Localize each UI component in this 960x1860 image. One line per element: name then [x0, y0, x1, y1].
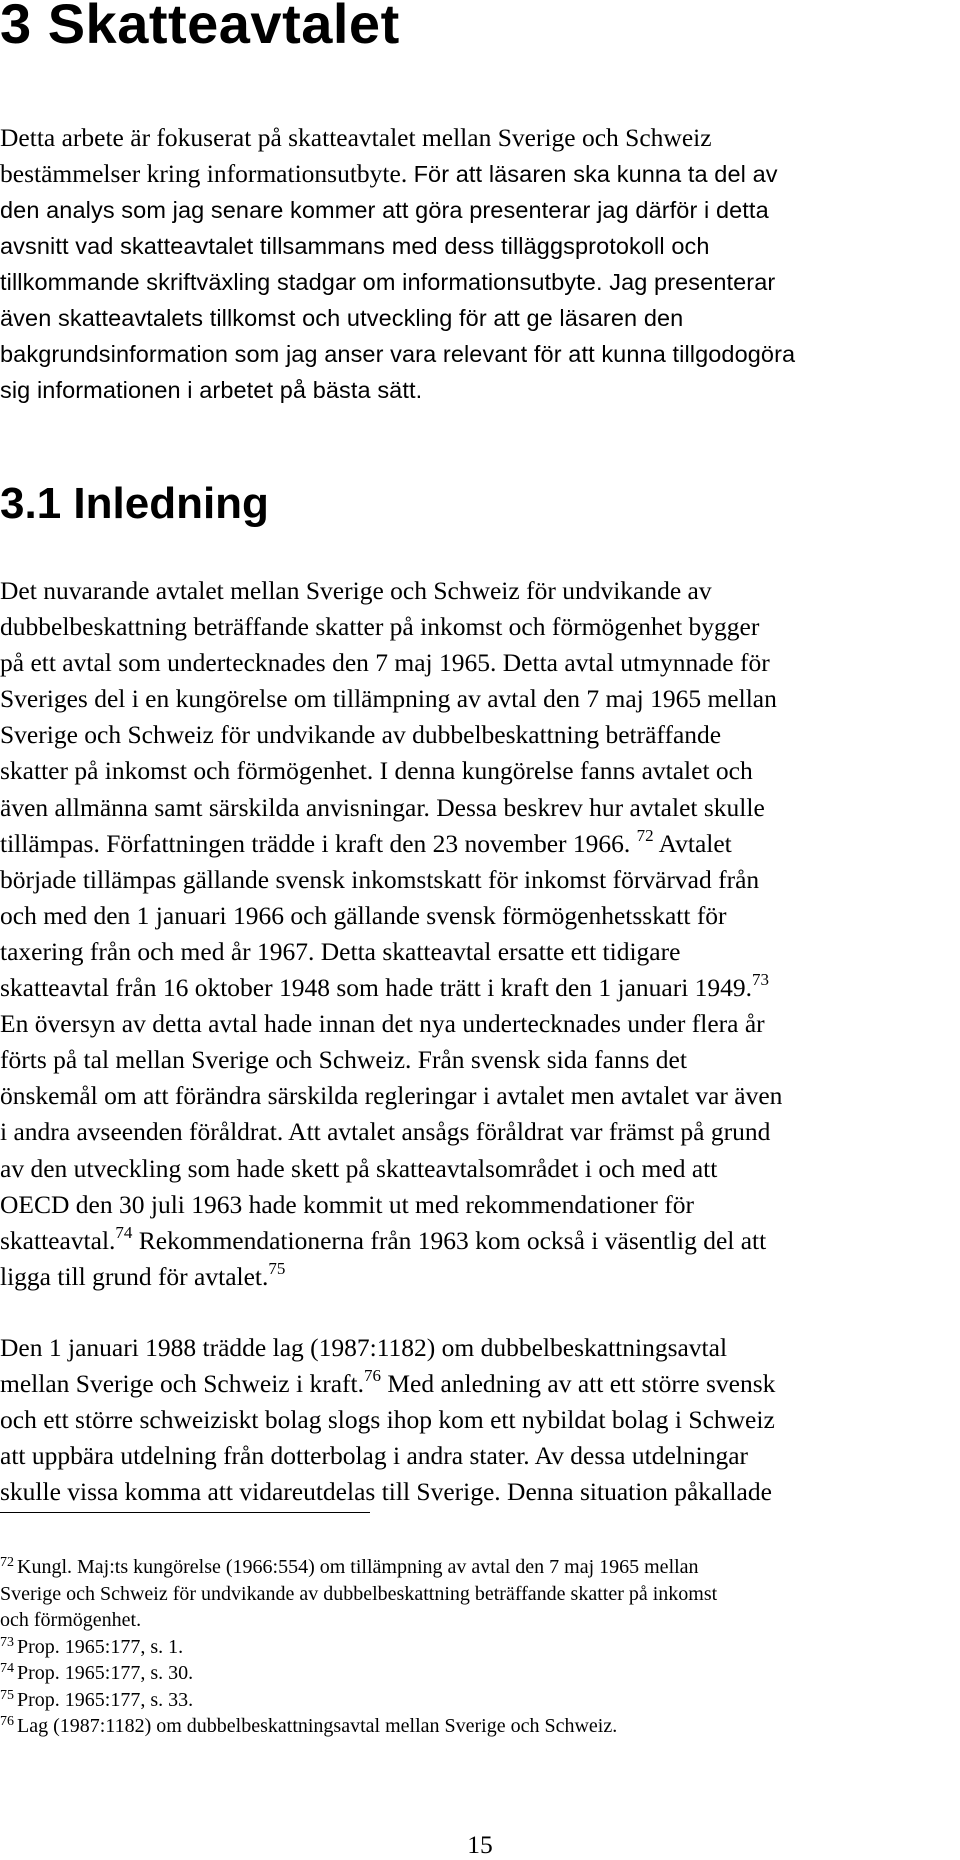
text-line: förts på tal mellan Sverige och Schweiz. Från svensk sida fanns det	[0, 1045, 687, 1075]
text-line: Detta arbete är fokuserat på skatteavtalet mellan Sverige och Schweiz	[0, 123, 712, 152]
text-line: Avtalet	[653, 828, 732, 858]
text-line: ligga till grund för avtalet.	[0, 1261, 269, 1291]
text-line: taxering från och med år 1967. Detta skatteavtal ersatte ett tidigare	[0, 936, 681, 966]
text-line: OECD den 30 juli 1963 hade kommit ut med rekommendationer för	[0, 1189, 695, 1219]
footnote-number: 74	[0, 1661, 14, 1676]
footnote-reference[interactable]: 75	[268, 1258, 286, 1278]
footnote-reference[interactable]: 74	[115, 1222, 133, 1242]
intro-paragraph	[0, 120, 958, 408]
footnote-separator	[0, 1512, 370, 1513]
text-line: För att läsaren ska kunna ta del av	[413, 161, 778, 187]
footnotes	[0, 1554, 958, 1740]
body-paragraph	[0, 573, 958, 1295]
text-line: även skatteavtalets tillkomst och utveckling för att ge läsaren den	[0, 305, 684, 331]
footnote-number: 76	[0, 1714, 14, 1729]
footnote-number: 72	[0, 1555, 14, 1570]
text-line: skulle vissa komma att vidareutdelas till Sverige. Denna situation påkallade	[0, 1477, 772, 1506]
footnote-number: 73	[0, 1634, 14, 1650]
footnote-text: och förmögenhet.	[0, 1609, 142, 1631]
text-line: den analys som jag senare kommer att göra presenterar jag därför i detta	[0, 197, 769, 223]
text-line: bestämmelser kring informationsutbyte.	[0, 159, 414, 188]
footnote-text: Prop. 1965:177, s. 1.	[17, 1635, 184, 1658]
footnote-item	[0, 1687, 958, 1714]
body-paragraph	[0, 1330, 958, 1510]
text-line: Sveriges del i en kungörelse om tillämpning av avtal den 7 maj 1965 mellan	[0, 684, 777, 714]
text-line: Rekommendationerna från 1963 kom också i väsentlig del att	[132, 1225, 767, 1255]
text-line: Den 1 januari 1988 trädde lag (1987:1182) om dubbelbeskattningsavtal	[0, 1333, 728, 1362]
text-line: av den utveckling som hade skett på skatteavtalsområdet i och med att	[0, 1153, 718, 1183]
text-line: En översyn av detta avtal hade innan det nya undertecknades under flera år	[0, 1009, 765, 1039]
footnote-reference[interactable]: 73	[752, 970, 770, 990]
text-line: avsnitt vad skatteavtalet tillsammans med dess tilläggsprotokoll och	[0, 233, 710, 259]
text-line: bakgrundsinformation som jag anser vara relevant för att kunna tillgodogöra	[0, 341, 796, 367]
text-line: i andra avseenden föråldrat. Att avtalet ansågs föråldrat var främst på grund	[0, 1117, 771, 1147]
footnote-item	[0, 1554, 958, 1634]
page-number: 15	[467, 1830, 493, 1859]
footnote-text: Lag (1987:1182) om dubbelbeskattningsavtal mellan Sverige och Schweiz.	[17, 1715, 618, 1737]
footnote-item	[0, 1634, 958, 1661]
text-line: dubbelbeskattning beträffande skatter på inkomst och förmögenhet bygger	[0, 612, 760, 642]
footnote-item	[0, 1713, 958, 1740]
text-line: sig informationen i arbetet på bästa sätt.	[0, 377, 423, 403]
footnote-text: Sverige och Schweiz för undvikande av dubbelbeskattning beträffande skatter på inkomst	[0, 1582, 718, 1605]
text-line: och ett större schweiziskt bolag slogs ihop kom ett nybildat bolag i Schweiz	[0, 1405, 775, 1434]
footnote-reference[interactable]: 72	[636, 825, 654, 845]
text-line: mellan Sverige och Schweiz i kraft.	[0, 1369, 364, 1398]
section-heading: 3.1 Inledning	[0, 479, 269, 528]
footnote-text: Kungl. Maj:ts kungörelse (1966:554) om tillämpning av avtal den 7 maj 1965 mellan	[17, 1556, 699, 1578]
text-line: önskemål om att förändra särskilda regleringar i avtalet men avtalet var även	[0, 1081, 783, 1111]
text-line: Sverige och Schweiz för undvikande av dubbelbeskattning beträffande	[0, 720, 722, 750]
footnote-text: Prop. 1965:177, s. 33.	[17, 1688, 194, 1711]
text-line: tillämpas. Författningen trädde i kraft den 23 november 1966.	[0, 828, 637, 858]
chapter-heading: 3 Skatteavtalet	[0, 0, 400, 55]
text-line: Det nuvarande avtalet mellan Sverige och Schweiz för undvikande av	[0, 576, 712, 605]
text-line: började tillämpas gällande svensk inkomstskatt för inkomst förvärvad från	[0, 864, 760, 894]
text-line: skatteavtal från 16 oktober 1948 som hade trätt i kraft den 1 januari 1949.	[0, 973, 753, 1003]
text-line: på ett avtal som undertecknades den 7 maj 1965. Detta avtal utmynnade för	[0, 648, 770, 678]
text-line: skatteavtal.	[0, 1225, 116, 1255]
footnote-text: Prop. 1965:177, s. 30.	[17, 1662, 194, 1684]
text-line: att uppbära utdelning från dotterbolag i andra stater. Av dessa utdelningar	[0, 1441, 749, 1470]
text-line: skatter på inkomst och förmögenhet. I denna kungörelse fanns avtalet och	[0, 756, 753, 786]
text-line: även allmänna samt särskilda anvisningar. Dessa beskrev hur avtalet skulle	[0, 792, 765, 822]
text-line: och med den 1 januari 1966 och gällande svensk förmögenhetsskatt för	[0, 900, 727, 930]
footnote-item	[0, 1660, 958, 1687]
text-line: tillkommande skriftväxling stadgar om informationsutbyte. Jag presenterar	[0, 269, 776, 295]
footnote-reference[interactable]: 76	[363, 1366, 381, 1385]
footnote-number: 75	[0, 1687, 14, 1703]
text-line: Med anledning av att ett större svensk	[380, 1369, 776, 1398]
